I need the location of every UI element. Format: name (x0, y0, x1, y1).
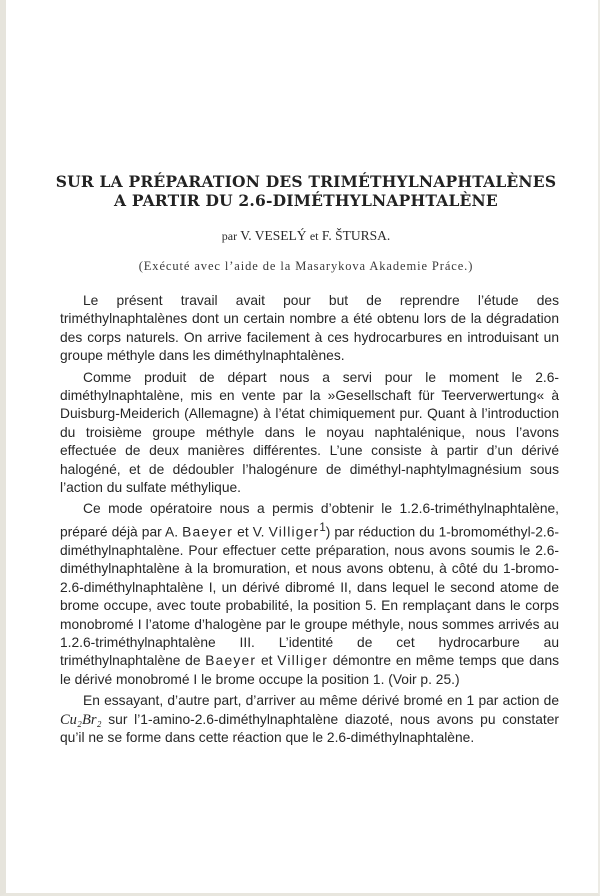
title-line-1: SUR LA PRÉPARATION DES TRIMÉTHYLNAPHTALÈNES (55, 172, 557, 191)
p3-text-a: Ce mode opératoire nous a permis d’obtenir le 1.2.6-triméthylnaphtalène, préparé déjà par A. (60, 501, 559, 540)
p3-text-e: démontre en même temps que dans le dérivé monobromé I le brome occupe la position 1. (Voir p. 25.) (60, 653, 560, 687)
p4-text-b: sur l’1-amino-2.6-diméthylnaphtalène diazoté, nous avons pu constater qu’il ne se forme dans cette réaction que le 2.6-diméthylnaphtalène. (60, 711, 559, 745)
title-line-2: A PARTIR DU 2.6-DIMÉTHYLNAPHTALÈNE (114, 191, 498, 210)
footnote-marker: 1 (319, 521, 326, 534)
paragraph-4 (60, 692, 559, 747)
article-body (60, 292, 559, 750)
paragraph-2: Comme produit de départ nous a servi pour le moment le 2.6-diméthylnaphtalène, mis en vente par la »Gesellschaft für Teerverwertung« à Duisburg-Meiderich (Allemagne) à l’état chimiquement pur. Quant à l’introduction du troisième groupe méthyle dans le noyau naphtalénique, nous l’avons effectuée de deux manières différentes. L’une consiste à partir d’un dérivé halogéné, et de dédoubler l’halogénure de diméthyl-naphtylmagnésium sous l’action du sulfate méthylique. (60, 369, 559, 496)
author-name-villiger: Villiger (268, 524, 320, 540)
author-1: V. VESELÝ (240, 228, 307, 243)
paragraph-3 (60, 500, 559, 689)
author-name-baeyer: Baeyer (182, 524, 234, 540)
author-line (6, 228, 600, 244)
p3-text-c: ) par réduction du 1-bromométhyl-2.6-diméthylnaphtalène. Pour effectuer cette préparation, nous avons soumis le 2.6-diméthylnaphtalène à la bromuration, et nous avons obtenu, à côté du 1-bromo-2.6-diméthylnaphtalène I, un dérivé dibromé II, dans lequel le second atome de brome occupe, avec toute probabilité, la position 5. En remplaçant dans le corps monobromé I l’atome d’halogène par le groupe méthyle, nous sommes arrivés au 1.2.6-triméthylnaphtalène III. L’identité de cet hydrocarbure au triméthylnaphtalène de (60, 524, 560, 669)
p3-text-b: et V. (237, 524, 265, 540)
article-title (6, 172, 600, 210)
author-par: par (221, 229, 238, 243)
p3-text-d: et (260, 653, 273, 669)
author-2: F. ŠTURSA. (321, 228, 391, 243)
p4-text-a: En essayant, d’autre part, d’arriver au même dérivé bromé en 1 par action de (83, 693, 559, 709)
author-name-baeyer-2: Baeyer (205, 653, 257, 669)
paragraph-1: Le présent travail avait pour but de reprendre l’étude des triméthylnaphtalènes dont un certain nombre a été obtenu lors de la dégradation des corps naturels. On arrive facilement à ces hydrocarbures en introduisant un groupe méthyle dans les diméthylnaphtalènes. (60, 293, 559, 364)
support-note: (Exécuté avec l’aide de la Masarykova Akademie Práce.) (138, 259, 474, 273)
author-name-villiger-2: Villiger (277, 653, 329, 669)
author-et: et (309, 229, 319, 243)
chemical-formula: Cu₂Br₂ (60, 711, 102, 728)
